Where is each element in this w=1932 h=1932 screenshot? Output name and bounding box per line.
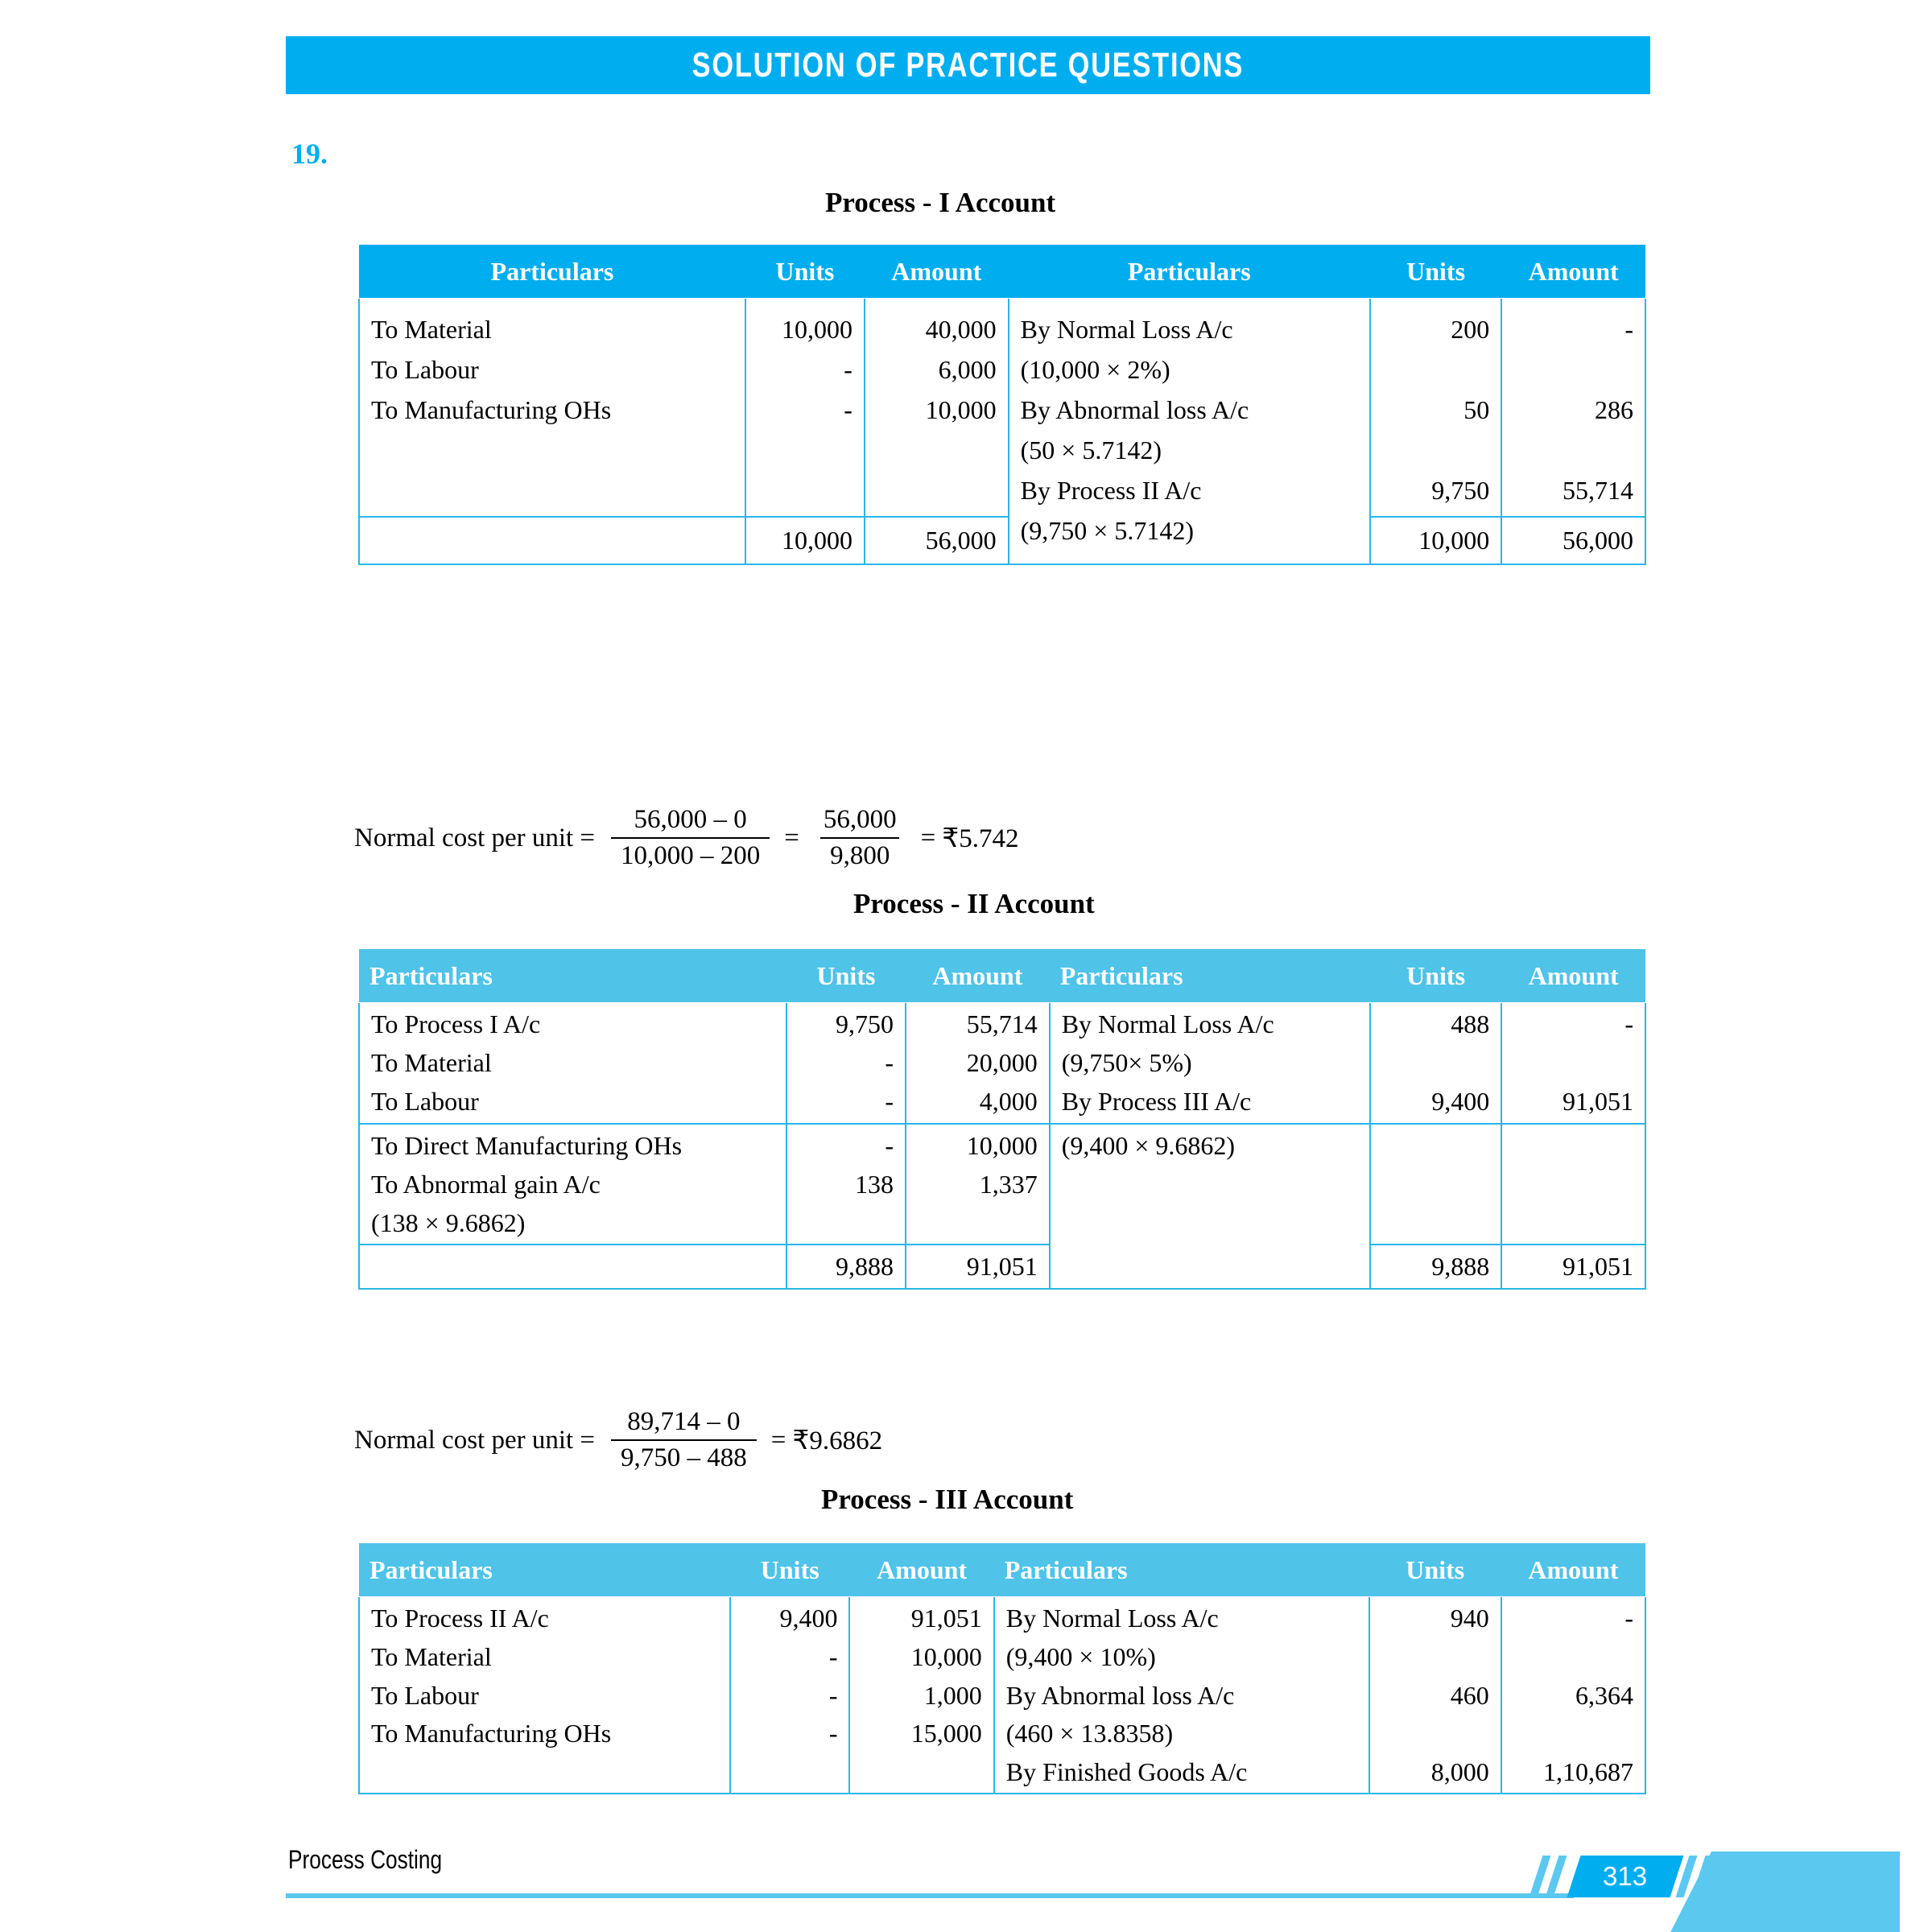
process-1-table (358, 244, 1646, 565)
cell-units-debit (786, 1124, 906, 1244)
debit-item-amount: 10,000 (925, 394, 997, 424)
credit-item-units: 200 (1451, 315, 1490, 344)
col-units-debit: Units (730, 1543, 850, 1596)
debit-item-label: To Material (371, 1047, 492, 1077)
cell-particulars-credit (1009, 298, 1370, 564)
table-total-row (359, 517, 1645, 564)
credit-item-label: By Normal Loss A/c (1061, 1009, 1274, 1038)
debit-item-units: - (828, 1680, 838, 1710)
cell-total-units-credit (1370, 517, 1501, 564)
debit-item-label: To Manufacturing OHs (371, 1719, 612, 1748)
fraction-denominator: 10,000 – 200 (611, 837, 770, 871)
cell-total-amount-credit (1501, 1245, 1645, 1289)
credit-item-label: By Process III A/c (1061, 1086, 1252, 1116)
cell-amount-debit (906, 1124, 1050, 1244)
cell-particulars-debit (359, 1124, 786, 1244)
debit-item-amount: 10,000 (966, 1131, 1038, 1161)
total-units-debit: 9,888 (836, 1251, 894, 1281)
col-amount-debit: Amount (865, 245, 1009, 298)
col-amount-debit: Amount (849, 1543, 993, 1596)
debit-item-label: To Labour (371, 354, 479, 384)
col-amount-credit: Amount (1501, 949, 1645, 1002)
total-amount-debit: 56,000 (925, 525, 997, 555)
formula-label: Normal cost per unit = (354, 823, 596, 852)
debit-item-units: - (828, 1719, 838, 1748)
cell-amount-credit (1501, 1596, 1645, 1794)
debit-item-label: To Material (371, 1641, 492, 1671)
col-particulars-debit: Particulars (359, 245, 745, 298)
cell-total-amount-debit (865, 517, 1009, 564)
cell-particulars-debit (359, 298, 745, 517)
cell-units-debit (730, 1596, 850, 1794)
process-3-table (358, 1542, 1646, 1794)
page-header-banner (286, 36, 1650, 94)
credit-item-note: (9,750× 5%) (1061, 1047, 1192, 1077)
credit-item-amount: 6,364 (1575, 1680, 1633, 1710)
cell-amount-debit (849, 1596, 993, 1794)
normal-cost-formula-2 (354, 1407, 882, 1473)
cell-total-amount-debit (906, 1245, 1050, 1289)
credit-item-note: (9,400 × 10%) (1005, 1641, 1156, 1671)
credit-item-label: By Abnormal loss A/c (1020, 394, 1249, 424)
cell-amount-credit (1501, 1124, 1645, 1244)
fraction-numerator: 56,000 – 0 (634, 805, 747, 834)
credit-item-amount: 286 (1595, 394, 1633, 424)
table-row (359, 1002, 1645, 1124)
footer-chapter-name: Process Costing (288, 1845, 443, 1874)
page-number-badge (1567, 1856, 1684, 1897)
table-header-row (359, 949, 1645, 1002)
debit-item-amount: 55,714 (966, 1009, 1038, 1038)
process-1-title: Process - I Account (825, 187, 1056, 218)
col-units-debit: Units (786, 949, 906, 1002)
debit-item-amount: 15,000 (910, 1719, 982, 1748)
debit-item-amount: 91,051 (910, 1604, 982, 1633)
col-particulars-credit: Particulars (1050, 949, 1370, 1002)
credit-item-amount: 91,051 (1563, 1086, 1633, 1116)
cell-units-debit (745, 298, 865, 517)
credit-item-label: By Finished Goods A/c (1005, 1757, 1248, 1786)
cell-total-amount-credit (1501, 517, 1645, 564)
table-row (359, 1596, 1645, 1794)
total-amount-debit: 91,051 (966, 1251, 1038, 1281)
debit-item-units: - (828, 1641, 838, 1671)
cell-amount-credit (1501, 298, 1645, 517)
debit-item-units: 9,400 (779, 1604, 838, 1633)
cell-particulars-credit (994, 1596, 1369, 1794)
col-units-debit: Units (745, 245, 865, 298)
debit-item-amount: 6,000 (938, 354, 997, 384)
cell-total-units-debit (786, 1245, 906, 1289)
debit-item-units: - (844, 354, 852, 384)
cell-particulars-debit (359, 1002, 786, 1124)
cell-units-credit (1369, 1596, 1501, 1794)
credit-item-label: By Normal Loss A/c (1005, 1604, 1219, 1633)
col-particulars-debit: Particulars (359, 1543, 730, 1596)
col-amount-debit: Amount (906, 949, 1050, 1002)
process-2-table (358, 948, 1646, 1290)
credit-item-note: (9,400 × 9.6862) (1061, 1131, 1236, 1161)
credit-item-note: (460 × 13.8358) (1005, 1719, 1174, 1748)
credit-item-amount: - (1624, 1009, 1633, 1038)
cell-total-spacer-debit (359, 1245, 786, 1289)
debit-item-units: - (885, 1131, 894, 1161)
fraction-2 (814, 805, 906, 871)
table-header-row (359, 245, 1645, 298)
credit-item-units: 9,750 (1431, 475, 1490, 505)
credit-item-amount: 55,714 (1563, 475, 1633, 505)
equals-sign: = (784, 823, 799, 852)
debit-item-units: 10,000 (781, 315, 852, 344)
cell-particulars-debit (359, 1596, 730, 1794)
col-amount-credit: Amount (1501, 245, 1645, 298)
debit-item-units: 9,750 (836, 1009, 894, 1038)
total-amount-credit: 91,051 (1563, 1251, 1633, 1281)
fraction-denominator: 9,750 – 488 (611, 1439, 757, 1473)
debit-item-note: (138 × 9.6862) (371, 1208, 526, 1237)
cell-particulars-credit (1050, 1124, 1370, 1288)
credit-item-units: 8,000 (1430, 1757, 1489, 1786)
table-total-row (359, 1245, 1645, 1289)
credit-item-label: By Abnormal loss A/c (1005, 1680, 1235, 1710)
cell-total-units-debit (745, 517, 865, 564)
process-2-title: Process - II Account (853, 888, 1095, 919)
credit-item-amount: 1,10,687 (1543, 1757, 1633, 1786)
fraction-numerator: 89,714 – 0 (627, 1407, 741, 1436)
equals-sign: = (920, 823, 936, 852)
col-particulars-credit: Particulars (1009, 245, 1370, 298)
col-particulars-debit: Particulars (359, 949, 786, 1002)
debit-item-label: To Material (371, 315, 492, 344)
debit-item-units: - (885, 1086, 894, 1116)
cell-amount-debit (865, 298, 1009, 517)
fraction-1 (611, 1407, 757, 1473)
question-number: 19. (291, 138, 328, 170)
col-amount-credit: Amount (1501, 1543, 1645, 1596)
credit-item-note: (9,750 × 5.7142) (1020, 515, 1194, 545)
col-units-credit: Units (1370, 949, 1501, 1002)
table-row (359, 1124, 1645, 1244)
debit-item-label: To Direct Manufacturing OHs (371, 1131, 683, 1161)
credit-item-units: 488 (1451, 1009, 1490, 1038)
debit-item-amount: 10,000 (910, 1641, 982, 1671)
fraction-denominator: 9,800 (820, 837, 899, 871)
table-header-row (359, 1543, 1645, 1596)
debit-item-label: To Manufacturing OHs (371, 394, 612, 424)
normal-cost-formula-1 (354, 805, 1019, 871)
debit-item-label: To Process I A/c (371, 1009, 541, 1038)
cell-units-debit (786, 1002, 906, 1124)
debit-item-label: To Labour (371, 1086, 479, 1116)
col-units-credit: Units (1370, 245, 1501, 298)
col-particulars-credit: Particulars (994, 1543, 1369, 1596)
debit-item-amount: 1,337 (979, 1170, 1038, 1199)
debit-item-amount: 1,000 (923, 1680, 982, 1710)
process-3-title: Process - III Account (821, 1484, 1074, 1515)
debit-item-units: 138 (855, 1170, 894, 1199)
credit-item-units: 50 (1463, 394, 1490, 424)
formula-result: ₹5.742 (942, 824, 1019, 853)
formula-label: Normal cost per unit = (354, 1425, 596, 1455)
credit-item-label: By Process II A/c (1020, 475, 1202, 505)
formula-result: ₹9.6862 (792, 1426, 883, 1455)
debit-item-label: To Abnormal gain A/c (371, 1170, 601, 1199)
credit-item-units: 940 (1450, 1604, 1489, 1633)
credit-item-units: 9,400 (1431, 1086, 1490, 1116)
equals-sign: = (770, 1425, 786, 1455)
total-amount-credit: 56,000 (1563, 525, 1633, 555)
total-units-debit: 10,000 (781, 525, 852, 555)
col-units-credit: Units (1369, 1543, 1501, 1596)
debit-item-amount: 20,000 (966, 1047, 1038, 1077)
total-units-credit: 10,000 (1418, 525, 1490, 555)
page-number: 313 (1603, 1861, 1648, 1891)
cell-amount-debit (906, 1002, 1050, 1124)
cell-units-credit (1370, 1124, 1501, 1244)
credit-item-note: (50 × 5.7142) (1020, 435, 1162, 464)
debit-item-amount: 40,000 (925, 315, 997, 344)
credit-item-amount: - (1624, 1604, 1633, 1633)
cell-particulars-credit (1050, 1002, 1370, 1124)
debit-item-label: To Labour (371, 1680, 479, 1710)
credit-item-note: (10,000 × 2%) (1020, 354, 1170, 384)
fraction-numerator: 56,000 (823, 805, 897, 834)
total-units-credit: 9,888 (1431, 1251, 1490, 1281)
debit-item-amount: 4,000 (979, 1086, 1038, 1116)
cell-total-units-credit (1370, 1245, 1501, 1289)
table-row (359, 298, 1645, 517)
debit-item-units: - (885, 1047, 894, 1077)
footer-divider (286, 1893, 1574, 1898)
fraction-1 (611, 805, 770, 871)
cell-amount-credit (1501, 1002, 1645, 1124)
debit-item-units: - (844, 394, 852, 424)
debit-item-label: To Process II A/c (371, 1604, 549, 1633)
credit-item-units: 460 (1450, 1680, 1489, 1710)
cell-units-credit (1370, 298, 1501, 517)
credit-item-amount: - (1624, 315, 1633, 344)
cell-units-credit (1370, 1002, 1501, 1124)
page-title: SOLUTION OF PRACTICE QUESTIONS (691, 45, 1245, 85)
credit-item-label: By Normal Loss A/c (1020, 315, 1233, 344)
cell-total-spacer-debit (359, 517, 745, 564)
